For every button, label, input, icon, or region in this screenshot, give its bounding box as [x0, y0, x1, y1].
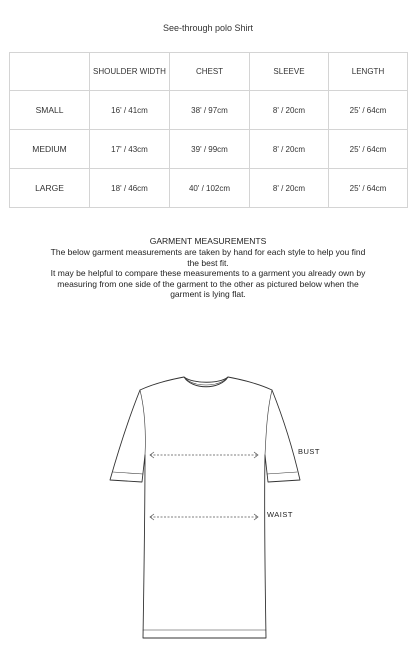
bust-measure-line — [150, 452, 258, 458]
header-empty — [10, 53, 90, 91]
measurements-heading: GARMENT MEASUREMENTS — [149, 236, 267, 246]
sleeve-cell: 8' / 20cm — [250, 169, 329, 208]
chest-cell: 40' / 102cm — [170, 169, 250, 208]
page-title: See-through polo Shirt — [162, 23, 254, 33]
shirt-sleeve-seam-right — [265, 390, 272, 455]
length-cell: 25' / 64cm — [329, 91, 408, 130]
shirt-outline — [110, 377, 300, 638]
shoulder-cell: 17' / 43cm — [90, 130, 170, 169]
table-header-row — [10, 53, 408, 91]
shirt-diagram — [0, 360, 416, 666]
table-row — [10, 130, 408, 169]
size-label: MEDIUM — [10, 130, 90, 169]
shoulder-cell: 18' / 46cm — [90, 169, 170, 208]
waist-label: WAIST — [267, 510, 293, 519]
measurements-line-2: It may be helpful to compare these measurements to a garment you already own by measuring from one side of the garment to the other as pictured below when the garment is lying flat. — [50, 268, 366, 299]
header-length: LENGTH — [329, 53, 408, 91]
sleeve-cell: 8' / 20cm — [250, 130, 329, 169]
size-chart-table — [9, 52, 408, 208]
length-cell: 25' / 64cm — [329, 169, 408, 208]
table-row — [10, 91, 408, 130]
header-chest: CHEST — [170, 53, 250, 91]
table-row — [10, 169, 408, 208]
header-shoulder-width: SHOULDER WIDTH — [90, 53, 170, 91]
size-label: SMALL — [10, 91, 90, 130]
bust-label: BUST — [298, 447, 321, 456]
measurements-description — [50, 247, 366, 300]
shoulder-cell: 16' / 41cm — [90, 91, 170, 130]
chest-cell: 38' / 97cm — [170, 91, 250, 130]
shirt-sleeve-seam-left — [140, 390, 145, 455]
measurements-line-1: The below garment measurements are taken by hand for each style to help you find the best fit. — [50, 247, 366, 268]
shirt-sleeve-hem-left — [113, 472, 143, 474]
length-cell: 25' / 64cm — [329, 130, 408, 169]
sleeve-cell: 8' / 20cm — [250, 91, 329, 130]
size-label: LARGE — [10, 169, 90, 208]
chest-cell: 39' / 99cm — [170, 130, 250, 169]
waist-measure-line — [150, 514, 258, 520]
header-sleeve: SLEEVE — [250, 53, 329, 91]
shirt-sleeve-hem-right — [267, 472, 297, 474]
